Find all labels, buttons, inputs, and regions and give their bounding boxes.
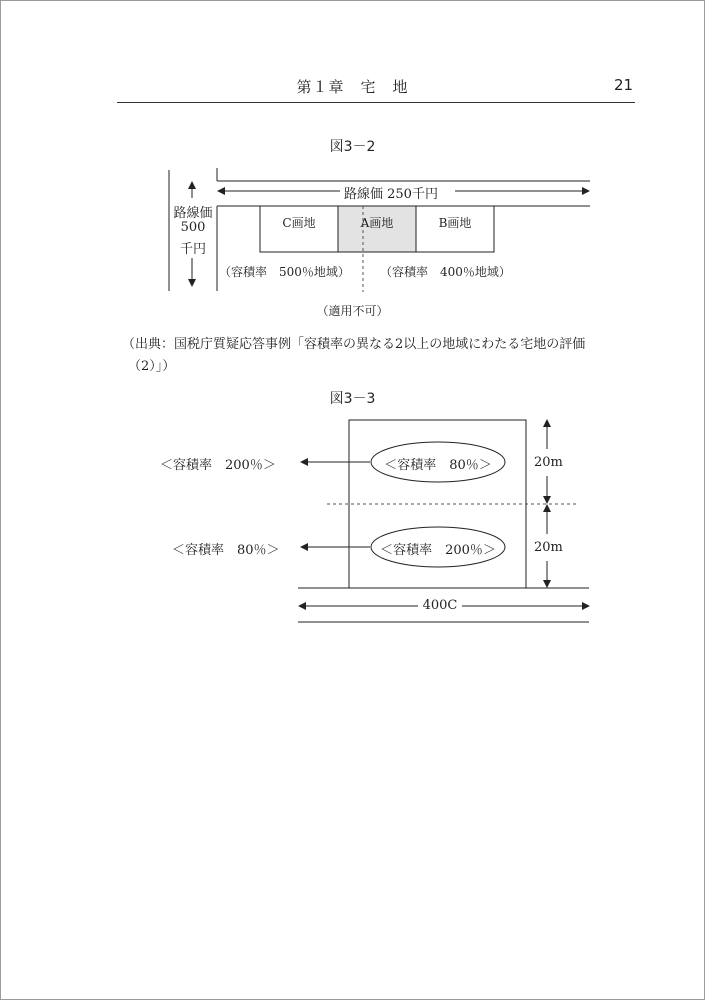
side-road-label-line3: 千円 [179,242,206,257]
lower-depth-label: 20m [534,540,563,555]
upper-inner-label: ＜容積率 80％＞ [384,458,492,473]
zone-left-label: （容積率 500％地域） [219,265,350,279]
side-road-label-line1: 路線価 [173,206,213,221]
lot-b-label: B画地 [438,216,472,230]
source-citation-line1: （出典：国税庁質疑応答事例「容積率の異なる2以上の地域にわたる宅地の評価 [122,337,586,352]
road-price-label: 路線価 250千円 [340,183,442,202]
chapter-title: 第１章 宅 地 [296,78,409,96]
upper-outer-label: ＜容積率 200％＞ [160,458,276,473]
lower-outer-label: ＜容積率 80％＞ [172,543,280,558]
lot-a-label: A画地 [360,216,394,230]
lot-c-label: C画地 [282,216,316,230]
figure-note: （適用不可） [316,304,389,318]
page-number: 21 [614,76,634,94]
side-road-label-line2: 500 [180,220,206,235]
lower-inner-label: ＜容積率 200％＞ [380,543,496,558]
zone-right-label: （容積率 400％地域） [380,265,511,279]
figure-3-2-title: 図3－2 [329,139,376,155]
frontage-label: 400C [422,598,458,613]
figure-3-3-title: 図3－3 [329,391,376,407]
source-citation-line2: （2）」） [128,359,176,374]
upper-depth-label: 20m [534,455,563,470]
